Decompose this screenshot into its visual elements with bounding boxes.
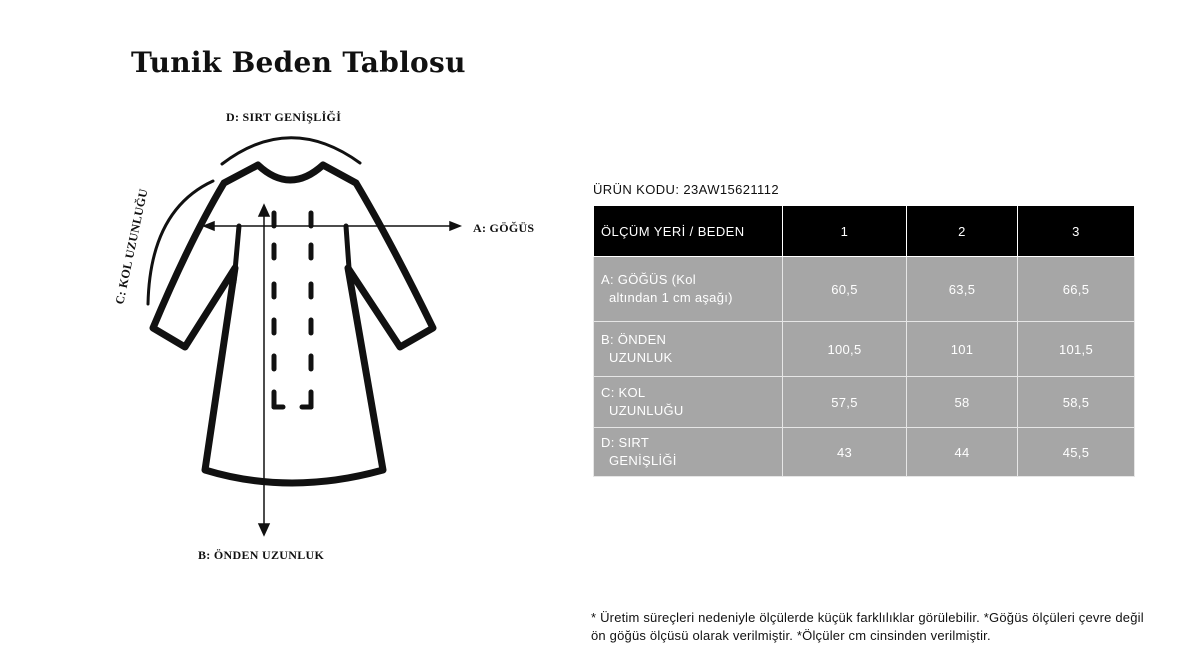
table-cell: 45,5 (1018, 428, 1135, 477)
chest-label: A: GÖĞÜS (473, 221, 535, 235)
header-measurement: ÖLÇÜM YERİ / BEDEN (594, 206, 783, 257)
table-row (594, 428, 1135, 477)
table-cell: 66,5 (1018, 257, 1135, 322)
table-cell: 58 (907, 377, 1018, 428)
footnote: * Üretim süreçleri nedeniyle ölçülerde küçük farklılıklar görülebilir. *Göğüs ölçüleri çevre değil ön göğüs ölçüsü olarak verilmiştir. *Ölçüler cm cinsinden verilmiştir. (591, 610, 1144, 643)
placket (274, 213, 311, 407)
row-label-line2: UZUNLUK (609, 350, 673, 365)
header-size-3: 3 (1018, 206, 1135, 257)
row-label-line1: A: GÖĞÜS (Kol (601, 272, 696, 287)
row-label-line1: D: SIRT (601, 435, 650, 450)
row-label-line1: B: ÖNDEN (601, 332, 667, 347)
row-label-line1: C: KOL (601, 385, 646, 400)
table-header-row (594, 206, 1135, 257)
row-label (594, 257, 783, 322)
left-side-seam (234, 226, 239, 282)
header-size-2: 2 (907, 206, 1018, 257)
sleeve-length-label: C: KOL UZUNLUĞU (112, 187, 151, 306)
row-label-line2: altından 1 cm aşağı) (609, 290, 733, 305)
page-title: Tunik Beden Tablosu (131, 46, 466, 79)
table-cell: 43 (783, 428, 907, 477)
table-cell: 58,5 (1018, 377, 1135, 428)
sleeve-length-arc (148, 181, 213, 304)
back-width-arc (222, 138, 360, 164)
table-cell: 44 (907, 428, 1018, 477)
tunic-diagram (0, 0, 600, 600)
product-code: ÜRÜN KODU: 23AW15621112 (593, 182, 779, 197)
chest-arrow (204, 222, 460, 230)
table-cell: 101 (907, 322, 1018, 377)
table-cell: 63,5 (907, 257, 1018, 322)
table-cell: 100,5 (783, 322, 907, 377)
table-row (594, 322, 1135, 377)
table-cell: 57,5 (783, 377, 907, 428)
table-row (594, 377, 1135, 428)
size-table (593, 205, 1135, 477)
tunic-outline (153, 165, 433, 483)
back-width-label: D: SIRT GENİŞLİĞİ (226, 110, 342, 124)
row-label (594, 428, 783, 477)
row-label-line2: UZUNLUĞU (609, 403, 684, 418)
header-size-1: 1 (783, 206, 907, 257)
table-cell: 101,5 (1018, 322, 1135, 377)
row-label-line2: GENİŞLİĞİ (609, 453, 677, 468)
front-length-label: B: ÖNDEN UZUNLUK (198, 548, 325, 562)
table-cell: 60,5 (783, 257, 907, 322)
row-label (594, 377, 783, 428)
row-label (594, 322, 783, 377)
table-row (594, 257, 1135, 322)
